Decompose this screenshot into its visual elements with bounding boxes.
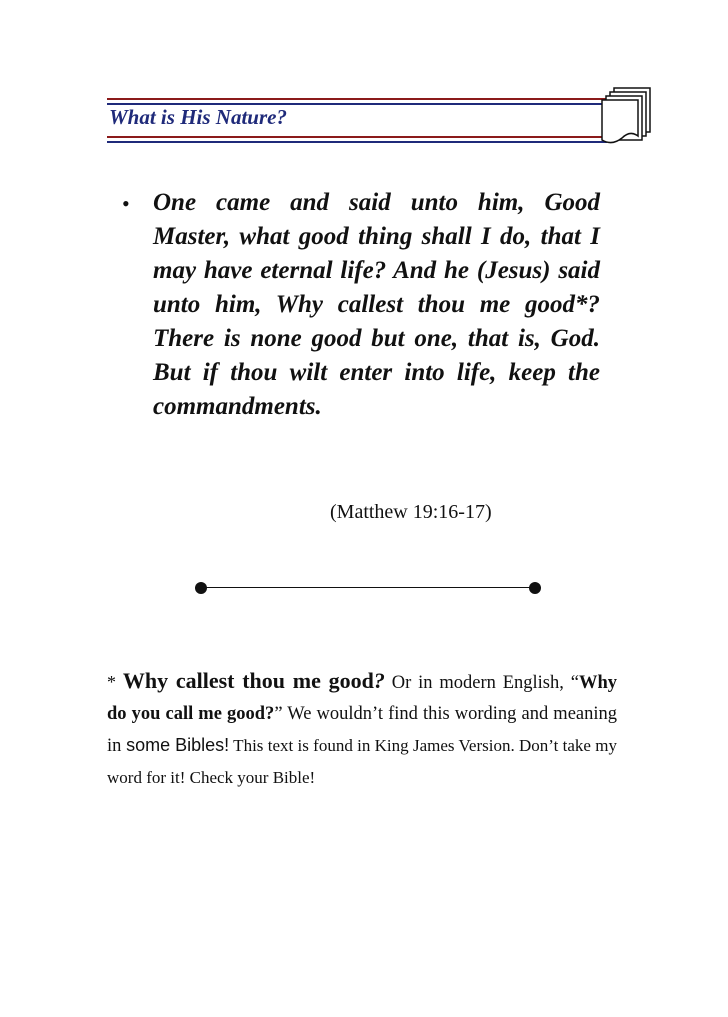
footnote-text-3: This text is found in King James Version. Don’t take my word for it! Check your Bible! bbox=[107, 736, 618, 787]
stacked-pages-icon bbox=[600, 86, 652, 146]
section-header bbox=[107, 84, 652, 154]
footnote-lead-mark: ? bbox=[373, 668, 385, 693]
header-rule-top-red bbox=[107, 98, 607, 100]
scripture-quote bbox=[122, 186, 600, 424]
divider-dot-left bbox=[195, 582, 207, 594]
modern-question: Why do you call me good? bbox=[107, 673, 618, 724]
divider-line bbox=[200, 587, 536, 588]
scripture-citation: (Matthew 19:16-17) bbox=[330, 501, 492, 523]
some-bibles-text: some Bibles! bbox=[126, 735, 230, 755]
footnote-star: * bbox=[107, 672, 116, 692]
footnote-text-2: ” We wouldn’t find this wording and meaning in bbox=[107, 704, 618, 756]
divider-dot-right bbox=[529, 582, 541, 594]
section-divider bbox=[190, 578, 546, 598]
footnote-text-1: Or in modern English, “ bbox=[384, 673, 579, 693]
header-rule-bottom-blue bbox=[107, 141, 607, 143]
header-rule-bottom-red bbox=[107, 136, 607, 138]
quote-text: One came and said unto him, Good Master, what good thing shall I do, that I may have eternal life? And he (Jesus) said unto him, Why callest thou me good*? There is none good but one, that is, God. But if thou wilt enter into life, keep the commandments. bbox=[153, 189, 600, 420]
footnote-lead: Why callest thou me good bbox=[122, 668, 374, 693]
footnote bbox=[107, 665, 617, 794]
section-title: What is His Nature? bbox=[109, 105, 287, 129]
bullet-icon: • bbox=[122, 191, 130, 216]
